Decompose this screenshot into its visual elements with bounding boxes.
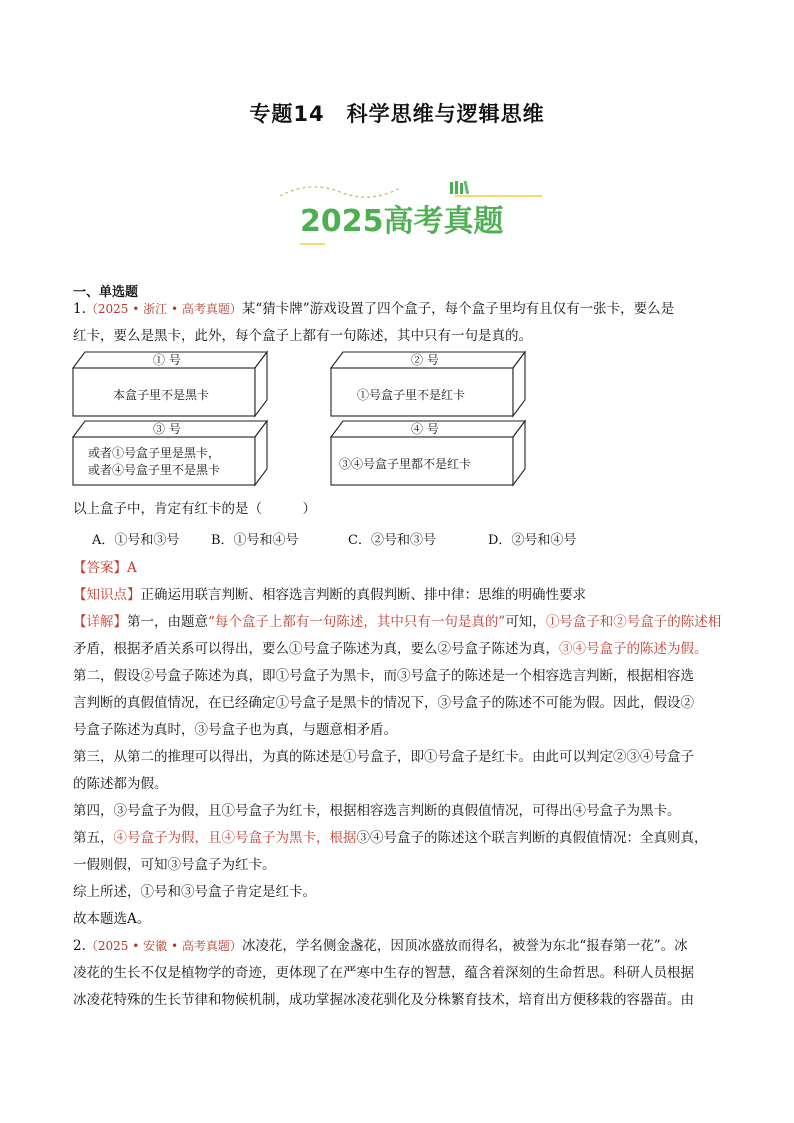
answer-label: 【答案】: [73, 560, 127, 576]
knowledge-point-text: 正确运用联言判断、相容选言判断的真假判断、排中律：思维的明确性要求: [140, 587, 586, 603]
detail-line-7: 的陈述都为假。: [73, 776, 168, 792]
q1-source: （2025 • 浙江 • 高考真题）: [85, 302, 242, 316]
option-c[interactable]: C．②号和③号: [348, 533, 436, 548]
detail-line-12: 故本题选A。: [73, 911, 151, 927]
detail-line-10: 一假则假，可知③号盒子为红卡。: [73, 857, 276, 873]
box-1-text: 本盒子里不是黑卡: [113, 388, 210, 402]
detail-line-6: 第三，从第二的推理可以得出，为真的陈述是①号盒子，即①号盒子是红卡。由此可以判定②③④号盒子: [73, 749, 694, 765]
box-3-text-line2: 或者④号盒子里不是黑卡: [88, 463, 221, 477]
q1-stem-line2: 红卡，要么是黑卡，此外，每个盒子上都有一句陈述，其中只有一句是真的。: [73, 328, 532, 344]
detail-text: 第五，: [73, 830, 114, 846]
knowledge-point-line: [73, 583, 586, 603]
option-b[interactable]: B．①号和④号: [211, 533, 299, 548]
q2-source: （2025 • 安徽 • 高考真题）: [85, 939, 242, 953]
q2-number: 2.: [73, 938, 86, 954]
section-heading: 一、单选题: [73, 285, 139, 300]
knowledge-point-label: 【知识点】: [73, 587, 141, 603]
detail-line-4: 言判断的真假值情况，在已经确定①号盒子是黑卡的情况下，③号盒子的陈述不可能为假。因此，假设②: [73, 695, 694, 711]
option-a[interactable]: A．①号和③号: [92, 533, 180, 548]
box-2-text: ①号盒子里不是红卡: [357, 388, 466, 402]
banner-title: 2025高考真题: [300, 204, 504, 239]
answer-line: [73, 556, 137, 576]
detail-line-2: [73, 637, 708, 657]
box-4-label: ④ 号: [411, 422, 439, 436]
box-3-label: ③ 号: [153, 422, 181, 436]
q2-line-3: 冰凌花特殊的生长节律和物候机制，成功掌握冰凌花驯化及分株繁育技术，培育出方便移栽的容器苗。由: [73, 992, 694, 1008]
detail-highlight: ①号盒子和②号盒子的陈述相: [545, 614, 722, 630]
box-3-text-line1: 或者①号盒子里是黑卡，: [88, 446, 221, 460]
detail-line-5: 号盒子陈述为真时，③号盒子也为真，与题意相矛盾。: [73, 722, 397, 738]
detail-line-8: 第四，③号盒子为假，且①号盒子为红卡，根据相容选言判断的真假值情况，可得出④号盒子为黑卡。: [73, 803, 681, 819]
detail-text: 可知，: [505, 614, 546, 630]
detail-label: 【详解】: [73, 614, 127, 630]
box-2-label: ② 号: [411, 353, 439, 367]
box-1-label: ① 号: [153, 353, 181, 367]
q2-line-2: 凌花的生长不仅是植物学的奇迹，更体现了在严寒中生存的智慧，蕴含着深刻的生命哲思。科研人员根据: [73, 965, 694, 981]
q1-question: 以上盒子中，肯定有红卡的是（ ）: [73, 501, 316, 517]
q2-text: 冰凌花，学名侧金盏花，因顶冰盛放而得名，被誉为东北“报春第一花”。冰: [241, 938, 688, 954]
detail-line-3: 第二，假设②号盒子陈述为真，即①号盒子为黑卡，而③号盒子的陈述是一个相容选言判断，根据相容选: [73, 668, 694, 684]
detail-highlight: ③④号盒子的陈述为假。: [559, 641, 708, 657]
q1-stem-line1: [73, 297, 674, 317]
q1-stem-text: 某“猜卡牌”游戏设置了四个盒子，每个盒子里均有且仅有一张卡，要么是: [241, 301, 675, 317]
detail-highlight: ④号盒子为假，且④号盒子为黑卡，根据: [113, 830, 357, 846]
detail-quote: “每个盒子上都有一句陈述，其中只有一句是真的”: [208, 614, 506, 630]
detail-line-9: [73, 826, 708, 846]
q1-number: 1.: [73, 301, 86, 317]
q2-line-1: [73, 934, 688, 954]
page-title: 专题14 科学思维与逻辑思维: [249, 102, 545, 126]
detail-text: 第一，由题意: [127, 614, 208, 630]
detail-line-11: 综上所述，①号和③号盒子肯定是红卡。: [73, 884, 316, 900]
option-d[interactable]: D．②号和④号: [488, 533, 577, 548]
detail-line-1: [73, 610, 721, 630]
detail-text: ③④号盒子的陈述这个联言判断的真假值情况：全真则真，: [356, 830, 708, 846]
box-4-text: ③④号盒子里都不是红卡: [339, 457, 472, 471]
answer-value: A: [127, 560, 137, 576]
detail-text: 矛盾，根据矛盾关系可以得出，要么①号盒子陈述为真，要么②号盒子陈述为真，: [73, 641, 559, 657]
